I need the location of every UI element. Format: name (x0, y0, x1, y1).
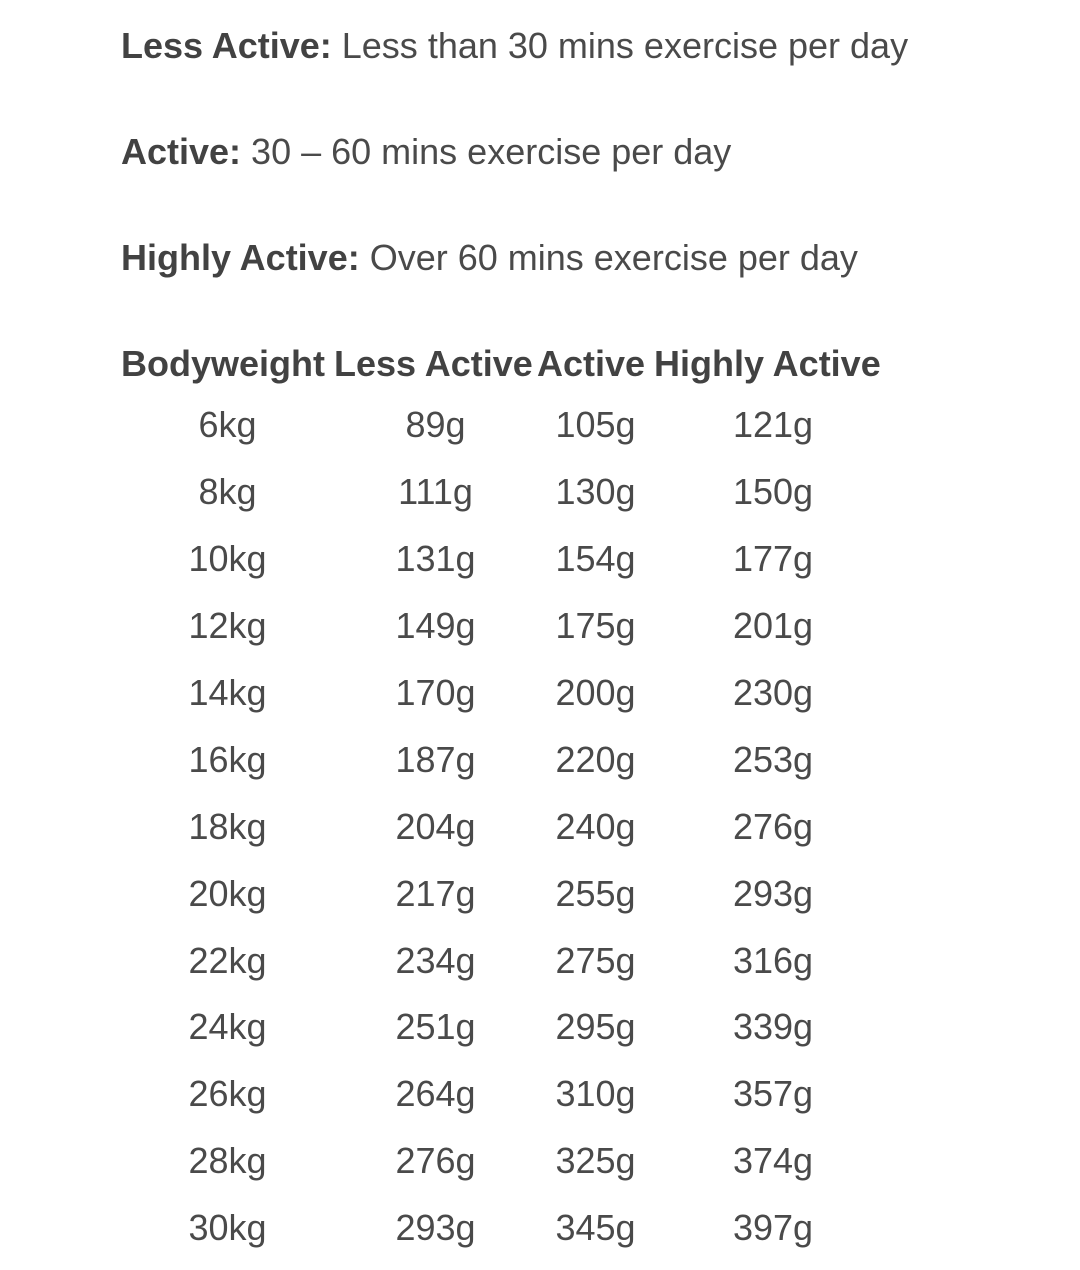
header-bodyweight: Bodyweight (121, 343, 325, 384)
header-active: Active (537, 343, 646, 384)
table-row (121, 860, 892, 927)
table-header-row (121, 336, 892, 392)
cell-less-active: 234g (395, 939, 476, 981)
cell-highly-active: 374g (732, 1140, 814, 1182)
table-row (121, 593, 892, 660)
cell-active: 310g (555, 1073, 636, 1115)
cell-bodyweight: 22kg (188, 939, 267, 981)
definition-text: Less than 30 mins exercise per day (331, 25, 909, 66)
table-row (121, 1061, 892, 1128)
cell-highly-active: 253g (732, 738, 814, 780)
cell-highly-active: 150g (732, 471, 814, 513)
cell-highly-active: 230g (732, 672, 814, 713)
cell-active: 154g (555, 538, 636, 580)
cell-highly-active: 121g (732, 404, 814, 446)
cell-active: 255g (555, 872, 636, 914)
definition-term: Less Active: (121, 25, 332, 66)
cell-bodyweight: 18kg (188, 805, 267, 847)
cell-highly-active: 397g (732, 1207, 814, 1249)
definition-active (121, 130, 731, 174)
table-row (121, 392, 892, 459)
cell-highly-active: 339g (732, 1006, 814, 1048)
table-row (121, 459, 892, 526)
cell-less-active: 204g (395, 805, 476, 847)
feeding-table (121, 336, 892, 1262)
cell-bodyweight: 28kg (188, 1140, 267, 1182)
cell-active: 175g (555, 605, 636, 647)
definition-term: Highly Active: (121, 237, 360, 278)
definition-term: Active: (121, 131, 242, 172)
cell-bodyweight: 16kg (188, 738, 267, 780)
cell-bodyweight: 30kg (188, 1207, 267, 1249)
cell-active: 240g (555, 805, 636, 847)
definition-less-active (121, 24, 908, 68)
cell-highly-active: 201g (732, 605, 814, 647)
cell-less-active: 89g (405, 404, 466, 446)
definition-highly-active (121, 236, 858, 280)
cell-less-active: 264g (395, 1073, 476, 1115)
cell-less-active: 170g (395, 672, 476, 713)
cell-active: 295g (555, 1006, 636, 1048)
cell-less-active: 187g (395, 738, 476, 780)
cell-active: 200g (555, 672, 636, 713)
cell-active: 325g (555, 1140, 636, 1182)
table-row (121, 726, 892, 793)
cell-bodyweight: 6kg (198, 404, 257, 446)
cell-highly-active: 357g (732, 1073, 814, 1115)
table-row (121, 660, 892, 727)
cell-less-active: 293g (395, 1207, 476, 1249)
cell-active: 345g (555, 1207, 636, 1249)
cell-bodyweight: 8kg (198, 471, 257, 513)
cell-less-active: 251g (395, 1006, 476, 1048)
cell-active: 275g (555, 939, 636, 981)
table-row (121, 526, 892, 593)
header-highly-active: Highly Active (654, 343, 881, 384)
header-less-active: Less Active (334, 343, 533, 384)
cell-less-active: 149g (395, 605, 476, 647)
cell-highly-active: 177g (732, 538, 814, 580)
table-row (121, 1195, 892, 1262)
cell-bodyweight: 10kg (188, 538, 267, 580)
cell-less-active: 276g (395, 1140, 476, 1182)
definition-text: Over 60 mins exercise per day (359, 237, 858, 278)
cell-bodyweight: 12kg (188, 605, 267, 647)
cell-bodyweight: 26kg (188, 1073, 267, 1115)
table-row (121, 927, 892, 994)
cell-less-active: 217g (395, 872, 476, 914)
table-row (121, 1128, 892, 1195)
cell-bodyweight: 20kg (188, 872, 267, 914)
cell-less-active: 131g (395, 538, 476, 580)
cell-highly-active: 293g (732, 872, 814, 914)
cell-bodyweight: 24kg (188, 1006, 267, 1048)
cell-less-active: 111g (398, 471, 473, 513)
cell-active: 220g (555, 738, 636, 780)
cell-highly-active: 316g (732, 939, 814, 981)
cell-active: 105g (555, 404, 636, 446)
table-row (121, 994, 892, 1061)
definition-text: 30 – 60 mins exercise per day (241, 131, 732, 172)
table-row (121, 793, 892, 860)
cell-active: 130g (555, 471, 636, 513)
cell-bodyweight: 14kg (188, 672, 267, 713)
cell-highly-active: 276g (732, 805, 814, 847)
